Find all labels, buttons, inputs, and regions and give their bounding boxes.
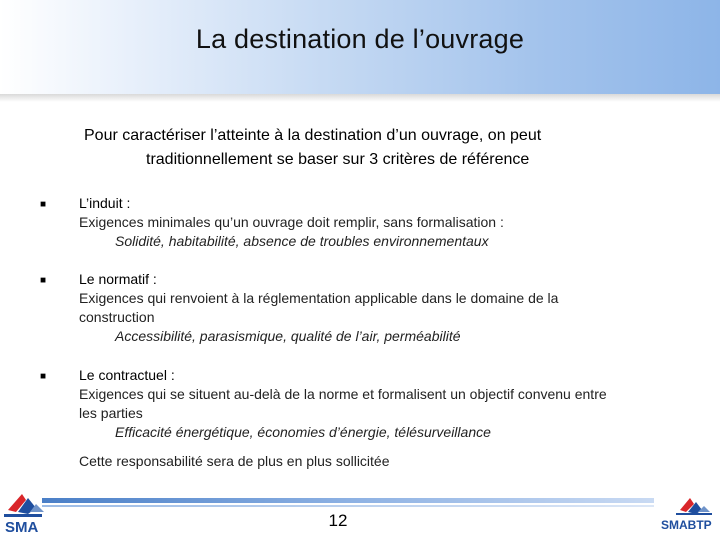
intro-line-2: traditionnellement se baser sur 3 critères de référence bbox=[146, 151, 530, 168]
criterion-examples: Accessibilité, parasismique, qualité de l’air, perméabilité bbox=[115, 328, 461, 344]
sma-logo-text bbox=[2, 490, 50, 540]
criterion-examples: Efficacité énergétique, économies d’énergie, télésurveillance bbox=[115, 424, 491, 440]
title-divider bbox=[0, 94, 720, 102]
criterion-induit bbox=[79, 194, 689, 251]
criterion-examples: Solidité, habitabilité, absence de troubles environnementaux bbox=[115, 233, 489, 249]
bullet-square-icon: ■ bbox=[40, 275, 47, 286]
smabtp-logo bbox=[658, 494, 720, 540]
svg-text:SMABTP: SMABTP bbox=[661, 518, 712, 532]
footer-rule bbox=[42, 498, 654, 503]
smabtp-logo-text bbox=[658, 494, 720, 540]
criterion-description: Exigences qui se situent au-delà de la norme et formalisent un objectif convenu entre bbox=[79, 386, 607, 402]
bullet-square-icon: ■ bbox=[40, 371, 47, 382]
criterion-description: les parties bbox=[79, 405, 143, 421]
svg-text:SMA: SMA bbox=[5, 519, 39, 536]
page-number: 12 bbox=[328, 511, 348, 530]
criterion-heading: L’induit : bbox=[79, 195, 131, 211]
criterion-heading: Le normatif : bbox=[79, 271, 157, 287]
intro-line-1: Pour caractériser l’atteinte à la destination d’un ouvrage, on peut bbox=[84, 127, 542, 144]
footer-rule-thin bbox=[42, 505, 654, 507]
criterion-description: construction bbox=[79, 309, 155, 325]
criterion-normatif bbox=[79, 270, 689, 346]
criterion-heading: Le contractuel : bbox=[79, 367, 175, 383]
criterion-contractuel bbox=[79, 366, 689, 442]
criterion-description: Exigences minimales qu’un ouvrage doit remplir, sans formalisation : bbox=[79, 214, 504, 230]
bullet-square-icon: ■ bbox=[40, 199, 47, 210]
sma-logo bbox=[2, 490, 50, 540]
criterion-description: Exigences qui renvoient à la réglementation applicable dans le domaine de la bbox=[79, 290, 559, 306]
closing-text: Cette responsabilité sera de plus en plus sollicitée bbox=[79, 453, 390, 469]
slide-title: La destination de l’ouvrage bbox=[195, 24, 525, 54]
intro-text bbox=[84, 124, 684, 172]
